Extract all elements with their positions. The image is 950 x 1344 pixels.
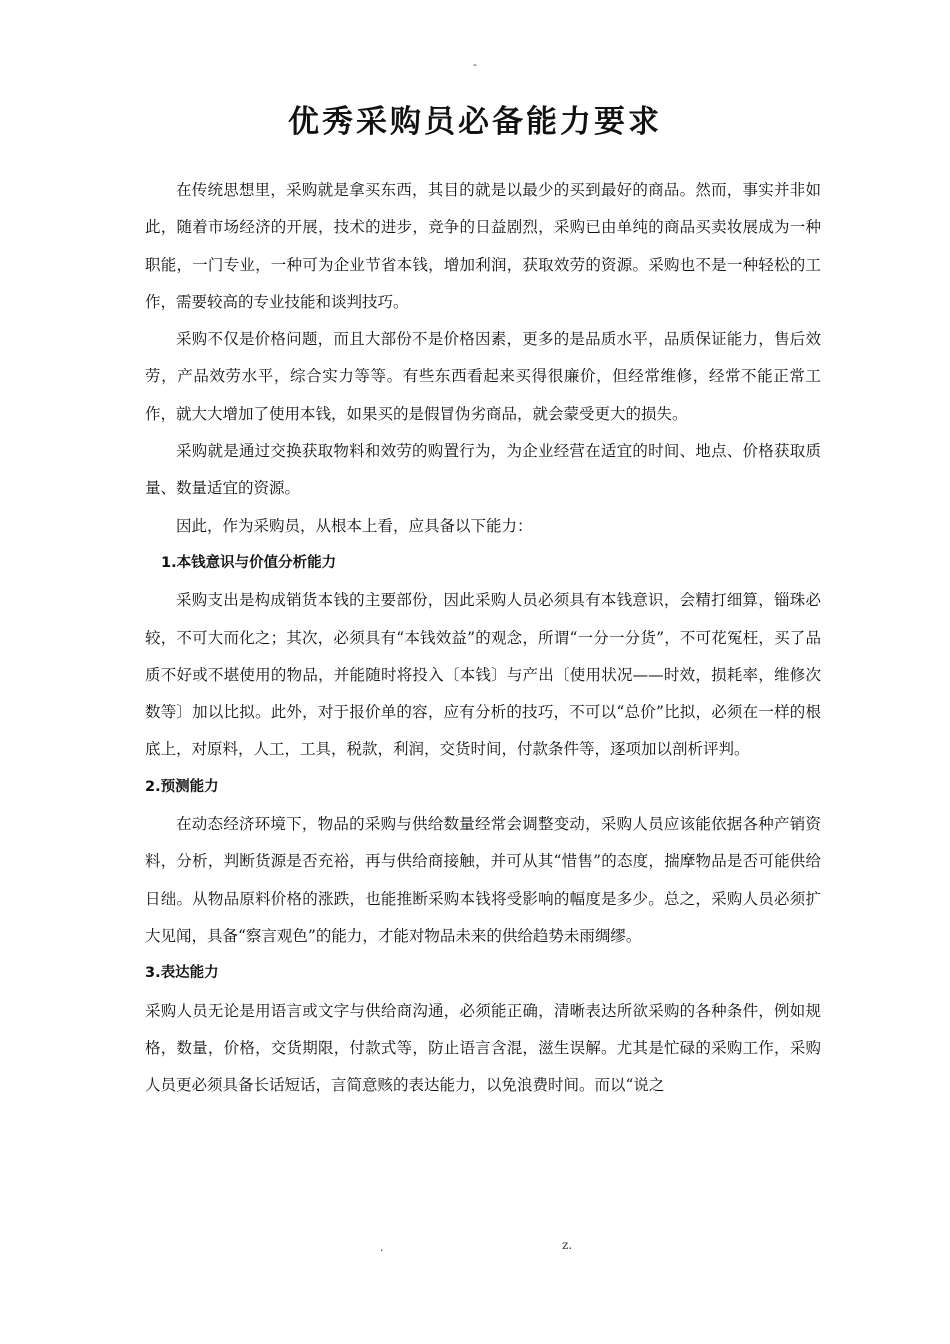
page-title: 优秀采购员必备能力要求 bbox=[288, 104, 662, 140]
section-heading-cost-awareness: 1.本钱意识与价值分析能力 bbox=[161, 554, 337, 571]
intro-paragraph-3: 采购就是通过交换获取物料和效劳的购置行为，为企业经营在适宜的时间、地点、价格获取质量、数量适宜的资源。 bbox=[145, 442, 821, 498]
header-mark: - bbox=[473, 58, 477, 71]
section-body-forecasting: 在动态经济环境下，物品的采购与供给数量经常会调整变动，采购人员应该能依据各种产销资料，分析，判断货源是否充裕，再与供给商接触，并可从其“惜售”的态度，揣摩物品是否可能供给日绌。从物品原料价格的涨跌，也能推断采购本钱将受影响的幅度是多少。总之，采购人员必须扩大见闻，具备“察言观色”的能力，才能对物品未来的供给趋势未雨绸缪。 bbox=[145, 815, 821, 945]
intro-paragraph-1: 在传统思想里，采购就是拿买东西，其目的就是以最少的买到最好的商品。然而，事实并非如此，随着市场经济的开展，技术的进步，竞争的日益剧烈，采购已由单纯的商品买卖妆展成为一种职能，一门专业，一种可为企业节省本钱，增加利润，获取效劳的资源。采购也不是一种轻松的工作，需要较高的专业技能和谈判技巧。 bbox=[145, 181, 821, 311]
intro-paragraph-4: 因此，作为采购员，从根本上看，应具备以下能力： bbox=[176, 516, 533, 535]
section-heading-forecasting: 2.预测能力 bbox=[145, 778, 219, 795]
intro-paragraph-2: 采购不仅是价格问题，而且大部份不是价格因素，更多的是品质水平，品质保证能力，售后效劳，产品效劳水平，综合实力等等。有些东西看起来买得很廉价，但经常维修，经常不能正常工作，就大大增加了使用本钱，如果买的是假冒伪劣商品，就会蒙受更大的损失。 bbox=[145, 330, 821, 423]
section-body-expression: 采购人员无论是用语言或文字与供给商沟通，必须能正确，清晰表达所欲采购的各种条件，例如规格，数量，价格，交货期限，付款式等，防止语言含混，滋生误解。尤其是忙碌的采购工作，采购人员更必须具备长话短话，言简意赅的表达能力，以免浪费时间。而以“说之 bbox=[145, 1001, 821, 1095]
section-heading-expression: 3.表达能力 bbox=[145, 965, 219, 982]
section-body-cost-awareness: 采购支出是构成销货本钱的主要部份，因此采购人员必须具有本钱意识，会精打细算，锱珠必较，不可大而化之；其次，必须具有“本钱效益”的观念，所谓“一分一分货”，不可花冤枉，买了品质不好或不堪使用的物品，并能随时将投入〔本钱〕与产出〔使用状况——时效，损耗率，维修次数等〕加以比拟。此外，对于报价单的容，应有分析的技巧，不可以“总价”比拟，必须在一样的根底上，对原料，人工，工具，税款，利润，交货时间，付款条件等，逐项加以剖析评判。 bbox=[145, 591, 821, 759]
footer-mark-right: z. bbox=[562, 1238, 573, 1252]
footer-mark-left: . bbox=[380, 1241, 384, 1254]
document-body bbox=[145, 172, 821, 1104]
